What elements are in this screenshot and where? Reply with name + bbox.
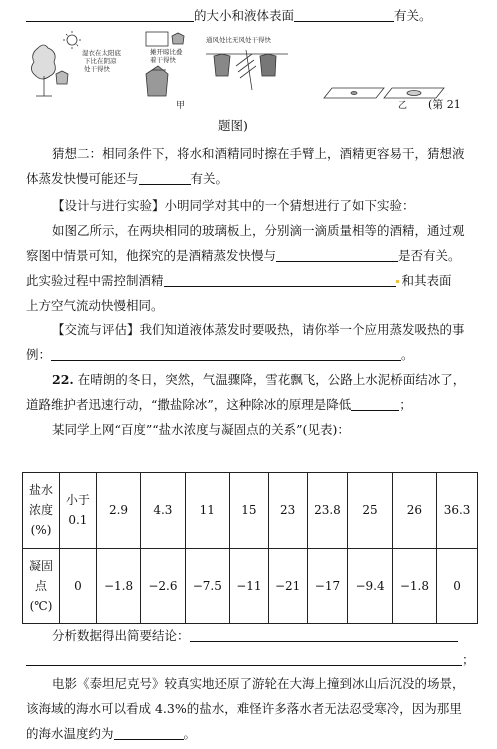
table-cell: 25 <box>348 473 392 549</box>
text: 有关。 <box>394 8 432 23</box>
table-cell: 23.8 <box>307 473 348 549</box>
text: 道路维护者迅速行动，“撒盐除冰”，这种除冰的原理是降低 <box>26 397 352 412</box>
table-cell: −7.5 <box>185 548 229 624</box>
answer-blank-6[interactable] <box>51 348 401 361</box>
text: (℃) <box>29 598 53 613</box>
figure-number-part1: (第 21 <box>428 98 461 110</box>
evaluate-line2 <box>26 347 414 363</box>
text: 的海水温度约为 <box>26 726 114 741</box>
text: 例： <box>26 347 52 362</box>
evaluate-heading: 【交流与评估】我们知道液体蒸发时要吸热，请你举一个应用蒸发吸热的事 <box>52 322 465 337</box>
table-cell: 15 <box>230 473 269 549</box>
design-heading: 【设计与进行实验】小明同学对其中的一个猜想进行了如下实验： <box>52 198 415 213</box>
table-row <box>23 548 478 624</box>
sun-tree-illustration <box>31 31 81 96</box>
caption-spread-1: 摊开晾比叠 <box>150 48 183 56</box>
text: ； <box>399 397 412 412</box>
text: 有关。 <box>190 171 229 186</box>
line-surface-area <box>26 8 432 24</box>
table-cell: −21 <box>268 548 307 624</box>
answer-blank-10[interactable] <box>114 727 184 740</box>
text: ； <box>462 652 475 667</box>
row-header-concentration <box>23 473 60 549</box>
analysis-line2 <box>26 652 475 668</box>
answer-blank-4[interactable] <box>276 249 398 262</box>
design-line3 <box>26 248 461 264</box>
cursor-mark <box>396 280 399 283</box>
answer-blank-5[interactable] <box>164 274 396 287</box>
table-cell: −17 <box>307 548 348 624</box>
q22-line1 <box>52 372 465 388</box>
titanic-line2: 该海域的海水可以看成 4.3%的盐水，难怪许多落水者无法忍受寒冷，因为那里 <box>26 701 462 716</box>
wind-clothesline-illustration <box>206 50 288 90</box>
table-cell: 26 <box>392 473 436 549</box>
text: 凝固 <box>28 558 53 573</box>
question-number: 22. <box>52 372 74 387</box>
text: 此实验过程中需控制酒精 <box>26 273 164 288</box>
table-cell: 2.9 <box>96 473 140 549</box>
guess2-line2 <box>26 171 228 187</box>
text: 察图中情景可知，他探究的是酒精蒸发快慢与 <box>26 248 277 263</box>
row-header-freezing-point <box>23 548 60 624</box>
table-cell: −2.6 <box>141 548 185 624</box>
table-cell: −1.8 <box>96 548 140 624</box>
text: 浓度 <box>28 503 53 518</box>
text: (%) <box>30 523 52 538</box>
glass-plates-illustration <box>324 88 444 98</box>
analysis-line1 <box>52 628 458 644</box>
clothes-spread-illustration <box>146 32 184 96</box>
text: 是否有关。 <box>398 248 461 263</box>
caption-wind: 通风处比无风处干得快 <box>206 36 271 44</box>
caption-sun-2: 下比在阴凉 <box>84 57 117 65</box>
label-yi: 乙 <box>398 101 408 110</box>
text: 0.1 <box>68 513 88 528</box>
guess2-line1: 猜想二：相同条件下，将水和酒精同时擦在手臂上，酒精更容易干，猜想液 <box>52 146 465 161</box>
answer-blank-7[interactable] <box>351 398 399 411</box>
text: 。 <box>401 347 414 362</box>
salt-freezing-table <box>22 472 478 624</box>
design-line2: 如图乙所示，在两块相同的玻璃板上，分别滴一滴质量相等的酒精，通过观 <box>52 223 465 238</box>
figure-number-part2: 题图) <box>218 118 248 133</box>
text: 和其表面 <box>401 273 452 288</box>
caption-sun-1: 湿衣在太阳底 <box>82 49 121 57</box>
text: 分析数据得出简要结论： <box>52 628 190 643</box>
table-row <box>23 473 478 549</box>
text: 的大小和液体表面 <box>194 8 295 23</box>
text: 。 <box>183 726 197 741</box>
table-cell: 4.3 <box>141 473 185 549</box>
table-cell: −9.4 <box>348 548 392 624</box>
answer-blank-2[interactable] <box>294 9 394 22</box>
answer-blank-8[interactable] <box>190 629 458 642</box>
table-cell: 0 <box>437 548 478 624</box>
caption-sun-3: 处干得快 <box>84 65 110 73</box>
answer-blank-3[interactable] <box>139 172 191 185</box>
table-cell: 23 <box>268 473 307 549</box>
caption-spread-2: 着干得快 <box>150 56 176 64</box>
answer-blank-9[interactable] <box>26 653 462 666</box>
text: 点 <box>34 578 47 593</box>
q22-line2 <box>26 397 412 413</box>
table-cell: 36.3 <box>437 473 478 549</box>
design-line4 <box>26 273 452 289</box>
table-cell <box>60 473 97 549</box>
titanic-line3 <box>26 726 196 742</box>
text: 盐水 <box>28 483 53 498</box>
table-cell: 0 <box>60 548 97 624</box>
design-line5: 上方空气流动快慢相同。 <box>26 298 164 313</box>
answer-blank-1[interactable] <box>26 9 194 22</box>
table-cell: 11 <box>185 473 229 549</box>
table-cell: −1.8 <box>392 548 436 624</box>
text: 在晴朗的冬日，突然，气温骤降，雪花飘飞，公路上水泥桥面结冰了， <box>77 372 466 387</box>
figure-21 <box>26 30 476 110</box>
text: 体蒸发快慢可能还与 <box>26 171 139 186</box>
titanic-line1: 电影《泰坦尼克号》较真实地还原了游轮在大海上撞到冰山后沉没的场景， <box>52 676 465 691</box>
label-jia: 甲 <box>176 101 186 110</box>
table-cell: −11 <box>230 548 269 624</box>
text: 小于 <box>65 493 90 508</box>
q22-line3: 某同学上网“百度”“盐水浓度与凝固点的关系”(见表)： <box>52 422 350 437</box>
